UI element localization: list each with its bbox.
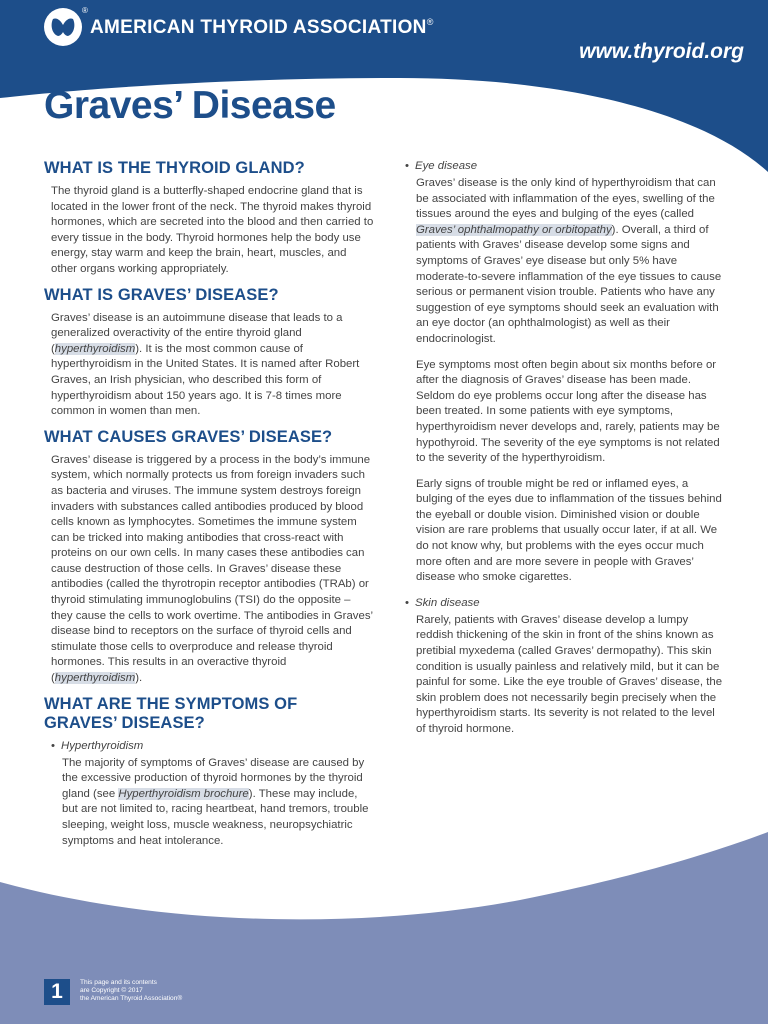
body-text: ). Overall, a third of patients with Graves’ disease develop some signs and symptoms of Graves’ eye disease but only 5% have moderate-to-severe inflammation of the eye tissues to cause serious or permanent vision trouble. Patients who have any suggestion of eye symptoms should seek an evaluation with an eye doctor (an ophthalmologist) as well as their endocrinologist.: [416, 223, 722, 345]
thyroid-butterfly-icon: [44, 8, 82, 46]
organization-name-text: AMERICAN THYROID ASSOCIATION: [90, 17, 427, 38]
copyright-line: are Copyright © 2017: [80, 987, 143, 994]
eye-disease-paragraph-1: [416, 176, 724, 348]
body-text: Graves’ disease is triggered by a process in the body’s immune system, which normally protects us from foreign invaders such as bacteria and viruses. The immune system destroys foreign invaders with substances called antibodies produced by blood cells known as lymphocytes. Sometimes the immune system can be tricked into making antibodies that cross-react with proteins on our own cells. In many cases these antibodies can cause destruction of those cells. In Graves’ disease these antibodies (called the thyrotropin receptor antibodies (TRAb) or thyroid stimulating immunoglobulins (TSI) do the opposite – they cause the cells to work overtime. The antibodies in Graves’ disease bind to receptors on the surface of thyroid cells and stimulate those cells to overproduce and release thyroid hormones. This results in an overactive thyroid (: [51, 453, 373, 685]
body-text: Graves’ disease is an autoimmune disease that leads to a generalized overactivity of the entire thyroid gland (: [51, 311, 343, 355]
section-thyroid-gland: [44, 159, 374, 278]
bullet-dot: •: [51, 739, 55, 752]
body-text: ). It is the most common cause of hyperthyroidism in the United States. It is named after Robert Graves, an Irish physician, who described this form of hyperthyroidism about 150 years ago. It is 7-8 times more common in women than men.: [51, 342, 360, 418]
copyright-notice: [80, 979, 240, 1003]
eye-disease-paragraph-2: Eye symptoms most often begin about six months before or after the diagnosis of Graves’ disease has been made. Seldom do eye problems occur long after the disease has been treated. In some patients with eye symptoms, hyperthyroidism never develops and, rarely, patients may be hypothyroid. The severity of the eye symptoms is not related to the severity of the hyperthyroidism.: [416, 358, 720, 465]
bullet-hyperthyroidism: [51, 739, 374, 754]
section-heading: WHAT CAUSES GRAVES’ DISEASE?: [44, 427, 333, 446]
section-body: [51, 311, 374, 420]
spacer: [398, 586, 724, 596]
section-body: [62, 756, 374, 850]
logo-registered-mark: ®: [82, 6, 88, 15]
body-text: Graves’ disease is the only kind of hyperthyroidism that can be associated with inflammation of the eyes, swelling of the tissues around the eyes and bulging of the eyes (called: [416, 177, 716, 221]
spacer: [398, 348, 724, 358]
section-body: The thyroid gland is a butterfly-shaped endocrine gland that is located in the lower front of the neck. The thyroid makes thyroid hormones, which are secreted into the blood and then carried to every tissue in the body. Thyroid hormones help the body use energy, stay warm and keep the brain, heart, muscles, and other organs working appropriately.: [51, 185, 374, 275]
skin-disease-paragraph: Rarely, patients with Graves’ disease develop a lumpy reddish thickening of the skin in front of the shins known as pretibial myxedema (called Graves’ dermopathy). This skin condition is usually painless and relatively mild, but it can be painful for some. Like the eye trouble of Graves’ disease, the skin problem does not necessarily begin precisely when the hyperthyroidism starts. Its severity is not related to the level of thyroid hormone.: [416, 613, 723, 735]
section-heading: WHAT ARE THE SYMPTOMS OF GRAVES’ DISEASE?: [44, 694, 298, 732]
page-number: 1: [44, 979, 70, 1005]
bullet-label: Hyperthyroidism: [61, 739, 144, 752]
copyright-line: This page and its contents: [80, 979, 157, 986]
organization-name: [90, 17, 434, 39]
hyperthyroidism-link[interactable]: hyperthyroidism: [54, 342, 136, 355]
bullet-dot: •: [405, 596, 409, 609]
section-body: [51, 453, 374, 687]
eye-disease-paragraph-3: Early signs of trouble might be red or inflamed eyes, a bulging of the eyes due to inflammation of the tissues behind the eyeball or double vision. Diminished vision or double vision are rare problems that usually occur later, if at all. We do not know why, but problems with the eyes occur much more often and are more severe in people with Graves’ disease who smoke cigarettes.: [416, 477, 722, 584]
bullet-skin-disease: [405, 596, 724, 611]
section-causes: [44, 428, 374, 687]
section-heading: WHAT IS GRAVES’ DISEASE?: [44, 285, 279, 304]
registered-mark: ®: [426, 17, 434, 27]
bullet-dot: •: [405, 160, 409, 172]
website-url[interactable]: www.thyroid.org: [579, 40, 744, 63]
ata-logo: [44, 8, 82, 46]
right-column: [398, 159, 724, 738]
body-text: ). These may include, but are not limited to, racing heartbeat, hand tremors, trouble sleeping, weight loss, muscle weakness, neuropsychiatric symptoms and heat intolerance.: [62, 787, 369, 847]
bullet-label: Eye disease: [415, 160, 478, 172]
page-title: Graves’ Disease: [44, 84, 336, 127]
body-text: ).: [135, 672, 143, 685]
section-symptoms: [44, 695, 374, 850]
bullet-label: Skin disease: [415, 596, 480, 609]
left-column: [44, 159, 374, 857]
body-text: The majority of symptoms of Graves’ disease are caused by the excessive production of thyroid hormones by the thyroid gland (see: [62, 756, 365, 800]
section-what-is-graves: [44, 286, 374, 420]
spacer: [398, 467, 724, 477]
copyright-line: the American Thyroid Association®: [80, 995, 183, 1002]
ophthalmopathy-link[interactable]: Graves’ ophthalmopathy or orbitopathy: [416, 223, 612, 236]
bullet-eye-disease: [405, 159, 724, 174]
hyperthyroidism-link[interactable]: hyperthyroidism: [54, 672, 136, 685]
section-heading: WHAT IS THE THYROID GLAND?: [44, 159, 305, 177]
hyperthyroidism-brochure-link[interactable]: Hyperthyroidism brochure: [118, 787, 249, 800]
